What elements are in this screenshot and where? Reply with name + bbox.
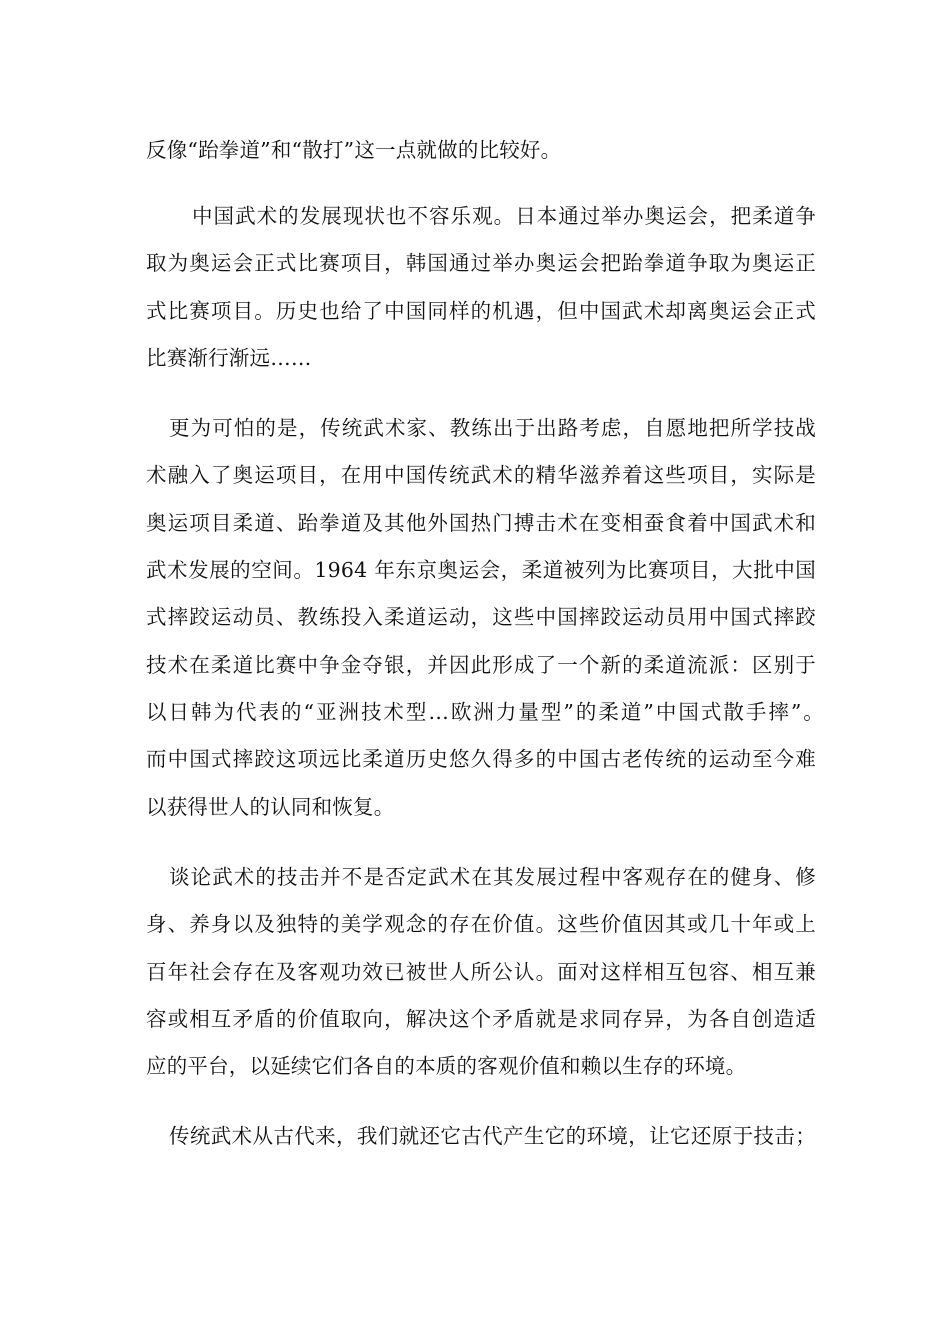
paragraph-2-line-1: 中国武术的发展现状也不容乐观。日本通过举办奥运会，把柔道争 [192,204,816,228]
paragraph-3-line-9: 以获得世人的认同和恢复。 [146,795,395,819]
paragraph-2-line-4: 比赛渐行渐远…… [146,346,312,370]
paragraph-4-line-1: 谈论武术的技击并不是否定武术在其发展过程中客观存在的健身、修 [169,865,816,889]
paragraph-2-line-3: 式比赛项目。历史也给了中国同样的机遇，但中国武术却离奥运会正式 [146,299,816,323]
paragraph-3-line-2: 术融入了奥运项目，在用中国传统武术的精华滋养着这些项目，实际是 [146,463,816,487]
paragraph-1-line-1: 反像“跆拳道”和“散打”这一点就做的比较好。 [146,138,562,162]
paragraph-5-line-1: 传统武术从古代来，我们就还它古代产生它的环境，让它还原于技击； [169,1124,816,1148]
paragraph-3-line-5: 式摔跤运动员、教练投入柔道运动，这些中国摔跤运动员用中国式摔跤 [146,605,816,629]
paragraph-3-line-3: 奥运项目柔道、跆拳道及其他外国热门搏击术在变相蚕食着中国武术和 [146,511,816,535]
paragraph-4-line-3: 百年社会存在及客观功效已被世人所公认。面对这样相互包容、相互兼 [146,960,816,984]
paragraph-3-line-6: 技术在柔道比赛中争金夺银，并因此形成了一个新的柔道流派：区别于 [146,653,816,677]
paragraph-4-line-4: 容或相互矛盾的价值取向，解决这个矛盾就是求同存异，为各自创造适 [146,1007,816,1031]
paragraph-3-line-4: 武术发展的空间。1964 年东京奥运会，柔道被列为比赛项目，大批中国 [146,558,816,582]
paragraph-3-line-7: 以日韩为代表的“亚洲技术型…欧洲力量型”的柔道”中国式散手摔”。 [146,700,824,724]
paragraph-4-line-5: 应的平台，以延续它们各自的本质的客观价值和赖以生存的环境。 [146,1054,747,1078]
paragraph-2-line-2: 取为奥运会正式比赛项目，韩国通过举办奥运会把跆拳道争取为奥运正 [146,251,816,275]
paragraph-3-line-1: 更为可怕的是，传统武术家、教练出于出路考虑，自愿地把所学技战 [169,416,816,440]
paragraph-3-line-8: 而中国式摔跤这项远比柔道历史悠久得多的中国古老传统的运动至今难 [146,747,816,771]
paragraph-4-line-2: 身、养身以及独特的美学观念的存在价值。这些价值因其或几十年或上 [146,912,816,936]
